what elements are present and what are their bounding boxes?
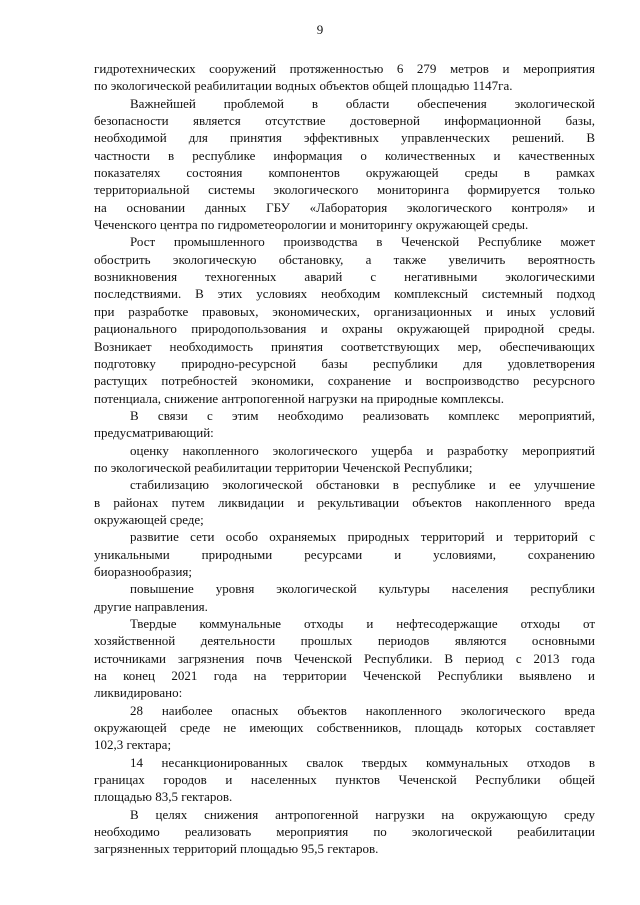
- text-line: В связи с этим необходимо реализовать комплекс мероприятий,: [130, 407, 595, 423]
- text-line: на основании данных ГБУ «Лаборатория экологического контроля» и: [94, 199, 595, 215]
- text-line: по экологической реабилитации территории Чеченской Республики;: [94, 459, 473, 475]
- text-line: возникновения техногенных аварий с негативными экологическими: [94, 269, 595, 285]
- text-line: окружающей среде;: [94, 511, 204, 527]
- text-line: Возникает необходимость принятия соответствующих мер, обеспечивающих: [94, 338, 595, 354]
- paragraph: [94, 60, 595, 95]
- text-line: подготовку природно-ресурсной базы республики для удовлетворения: [94, 355, 595, 371]
- text-line: обострить экологическую обстановку, а также увеличить вероятность: [94, 251, 595, 267]
- text-line: при разработке правовых, экономических, организационных и иных условий: [94, 303, 595, 319]
- text-line: ликвидировано:: [94, 685, 183, 701]
- text-line: уникальными природными ресурсами и условиями, сохранению: [94, 546, 595, 562]
- text-line: В целях снижения антропогенной нагрузки на окружающую среду: [130, 806, 595, 822]
- paragraph: [94, 702, 595, 754]
- text-line: показателях состояния компонентов окружающей среды в рамках: [94, 165, 595, 181]
- text-line: Твердые коммунальные отходы и нефтесодержащие отходы от: [130, 616, 595, 631]
- text-line: необходимой для принятия эффективных управленческих решений. В: [94, 130, 595, 146]
- paragraph: [94, 580, 595, 615]
- text-line: Чеченского центра по гидрометеорологии и мониторингу окружающей среды.: [94, 217, 529, 233]
- text-line: 14 несанкционированных свалок твердых коммунальных отходов в: [130, 754, 595, 770]
- text-line: оценку накопленного экологического ущерба и разработку мероприятий: [130, 442, 595, 458]
- text-line: границах городов и населенных пунктов Чеченской Республики общей: [94, 772, 595, 788]
- text-line: хозяйственной деятельности прошлых периодов являются основными: [94, 633, 595, 649]
- paragraph: [94, 407, 595, 442]
- text-line: по экологической реабилитации водных объектов общей площадью 1147га.: [94, 78, 513, 94]
- text-line: 102,3 гектара;: [94, 737, 172, 753]
- paragraph: [94, 442, 595, 477]
- text-line: предусматривающий:: [94, 425, 214, 441]
- text-line: в районах путем ликвидации и рекультивации объектов накопленного вреда: [94, 494, 595, 510]
- paragraph: [94, 95, 595, 234]
- text-line: необходимо реализовать мероприятия по экологической реабилитации: [94, 824, 595, 840]
- paragraph: [94, 806, 595, 858]
- text-line: 28 наиболее опасных объектов накопленного экологического вреда: [130, 702, 595, 718]
- text-line: гидротехнических сооружений протяженностью 6 279 метров и мероприятия: [94, 61, 595, 76]
- text-line: окружающей среде не имеющих собственников, площадь которых составляет: [94, 720, 595, 736]
- text-line: загрязненных территорий площадью 95,5 гектаров.: [94, 841, 379, 857]
- text-line: развитие сети особо охраняемых природных территорий и территорий с: [130, 529, 595, 545]
- text-line: площадью 83,5 гектаров.: [94, 789, 233, 805]
- text-line: стабилизацию экологической обстановки в республике и ее улучшение: [130, 477, 595, 493]
- paragraph: [94, 615, 595, 702]
- text-line: последствиями. В этих условиях необходим комплексный системный подход: [94, 286, 595, 302]
- text-line: безопасности является отсутствие достоверной информационной базы,: [94, 113, 595, 129]
- text-line: источниками загрязнения почв Чеченской Республики. В период с 2013 года: [94, 650, 595, 666]
- text-line: потенциала, снижение антропогенной нагрузки на природные комплексы.: [94, 390, 505, 406]
- text-line: рационального природопользования и охраны окружающей природной среды.: [94, 321, 595, 337]
- text-line: биоразнообразия;: [94, 563, 193, 579]
- paragraph: [94, 528, 595, 580]
- paragraph: [94, 476, 595, 528]
- paragraph: [94, 754, 595, 806]
- document-body: [94, 60, 595, 858]
- text-line: другие направления.: [94, 598, 208, 614]
- text-line: Важнейшей проблемой в области обеспечения экологической: [130, 95, 595, 111]
- text-line: растущих потребностей экономики, сохранение и воспроизводство ресурсного: [94, 373, 595, 389]
- paragraph: [94, 233, 595, 406]
- text-line: частности в республике информация о количественных и качественных: [94, 147, 595, 163]
- text-line: на конец 2021 года на территории Чеченской Республики выявлено и: [94, 668, 595, 684]
- text-line: повышение уровня экологической культуры населения республики: [130, 581, 595, 597]
- text-line: Рост промышленного производства в Чеченской Республике может: [130, 234, 595, 250]
- page-number: 9: [316, 22, 324, 37]
- text-line: территориальной системы экологического мониторинга формируется только: [94, 182, 595, 198]
